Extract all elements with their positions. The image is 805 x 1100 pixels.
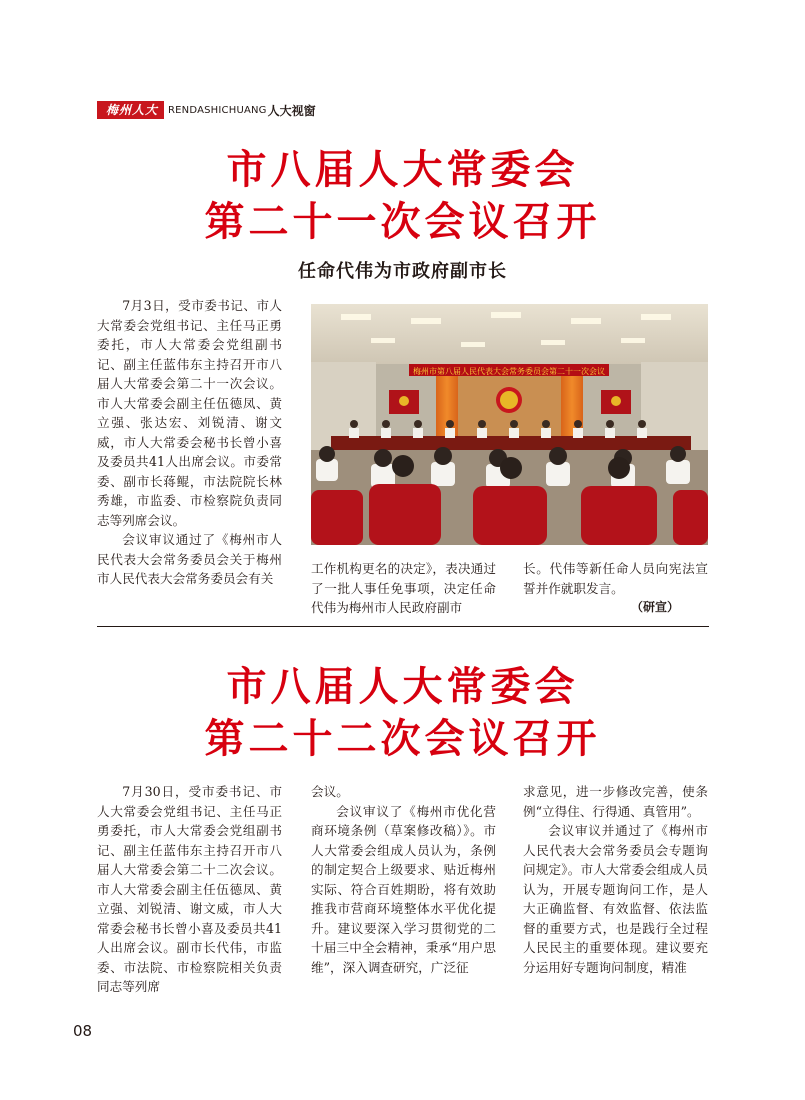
article2-paragraph-3: 会议审议并通过了《梅州市人民代表大会常务委员会专题询问规定》。市人大常委会组成人员认为，开展专题询问工作，是人大正确监督、有效监督、依法监督的重要方式，也是践行全过程人民民主的重要体现。建议要充分运用好专题询问制度，精准 <box>523 823 708 975</box>
article-divider <box>97 626 709 627</box>
section-header <box>97 101 316 119</box>
article2-title-line2: 第二十二次会议召开 <box>204 715 601 762</box>
article2-paragraph-2-end: 求意见，进一步修改完善，使条例“立得住、行得通、真管用”。 <box>523 784 708 819</box>
article2-column-2 <box>311 782 496 977</box>
header-english: RENDASHICHUANG <box>168 104 267 116</box>
article2-column-1 <box>97 782 282 997</box>
article1-paragraph-2-end: 长。代伟等新任命人员向宪法宣誓并作就职发言。 <box>523 561 708 596</box>
article1-paragraph-1: 7月3日，受市委书记、市人大常委会党组书记、主任马正勇委托，市人大常委会党组副书记、副主任蓝伟东主持召开市八届人大常委会第二十一次会议。市人大常委会副主任伍德凤、黄立强、张达宏、刘锐清、谢文威，市人大常委会秘书长曾小喜及委员共41人出席会议。市委常委、副市长蒋鲲，市法院院长林秀雄，市监委、市检察院负责同志等列席会议。 <box>97 298 282 528</box>
article1-credit: （研宣） <box>631 600 680 614</box>
article1-column-1 <box>97 296 282 589</box>
article2-paragraph-1-end: 会议。 <box>311 784 349 799</box>
header-section: 人大视窗 <box>267 103 316 118</box>
article2-title-line1: 市八届人大常委会 <box>226 663 579 710</box>
article1-paragraph-2-start: 会议审议通过了《梅州市人民代表大会常务委员会关于梅州市人民代表大会常务委员会有关 <box>97 532 282 586</box>
article1-subtitle: 任命代伟为市政府副市长 <box>298 261 507 282</box>
photo-banner-text: 梅州市第八届人民代表大会常务委员会第二十一次会议 <box>413 367 605 376</box>
article1-title-line1: 市八届人大常委会 <box>226 146 579 193</box>
page-number: 08 <box>73 1022 93 1040</box>
header-logo: 梅州人大 <box>101 101 164 119</box>
article1-paragraph-2-middle: 工作机构更名的决定》，表决通过了一批人事任免事项，决定任命代伟为梅州市人民政府副市 <box>311 561 496 615</box>
article1-column-3 <box>523 559 708 598</box>
article2-paragraph-2: 会议审议了《梅州市优化营商环境条例（草案修改稿）》。市人大常委会组成人员认为，条例的制定契合上级要求、贴近梅州实际、符合百姓期盼，将有效助推我市营商环境整体水平优化提升。建议要深入学习贯彻党的二十届三中全会精神，秉承“用户思维”，深入调查研究，广泛征 <box>311 803 496 975</box>
article1-column-2 <box>311 559 496 618</box>
article2-column-3 <box>523 782 708 977</box>
article1-title-line2: 第二十一次会议召开 <box>204 198 601 245</box>
meeting-photo <box>311 304 708 545</box>
article2-paragraph-1: 7月30日，受市委书记、市人大常委会党组书记、主任马正勇委托，市人大常委会党组副书记、副主任蓝伟东主持召开市八届人大常委会第二十二次会议。市人大常委会副主任伍德凤、黄立强、刘锐清、谢文威，市人大常委会秘书长曾小喜及委员共41人出席会议。副市长代伟，市监委、市法院、市检察院相关负责同志等列席 <box>97 784 282 994</box>
